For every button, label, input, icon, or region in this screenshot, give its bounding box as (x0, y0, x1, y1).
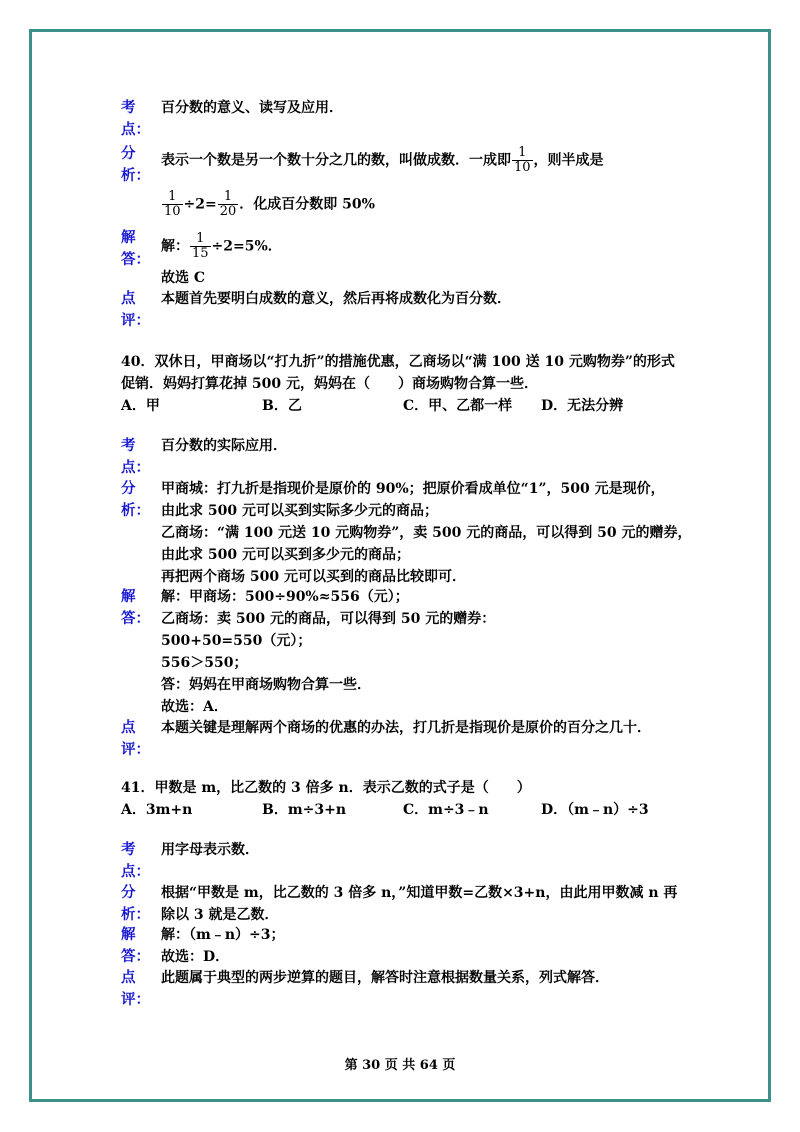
label-dian2: 点 (121, 969, 136, 986)
b2-fenxi-line: 再把两个商场 500 元可以买到的商品比较即可． (161, 569, 466, 585)
b2-fenxi-line: 乙商场：“满 100 元送 10 元购物券”，卖 500 元的商品，可以得到 50 元的赠券， (161, 525, 692, 541)
q41-option-c: C．m÷3﹣n (403, 802, 489, 818)
b3-fenxi-line: 根据“甲数是 m，比乙数的 3 倍多 n，”知道甲数=乙数×3+n，由此用甲数减 n 再 (161, 885, 678, 901)
q40-line1: 40．双休日，甲商场以“打九折”的措施优惠，乙商场以“满 100 送 10 元购物券”的形式 (121, 354, 675, 370)
b1-jieda-rest: ÷2=5%． (211, 238, 282, 255)
b2-fenxi-line: 由此求 500 元可以买到多少元的商品； (161, 547, 410, 563)
b1-jieda-prefix: 解： (161, 238, 189, 255)
b2-jieda-line: 解：甲商场：500÷90%≈556（元）； (161, 589, 409, 605)
b2-jieda-line: 答：妈妈在甲商场购物合算一些． (161, 677, 371, 693)
b3-kaodian: 用字母表示数． (161, 842, 259, 858)
b2-fenxi-line: 甲商城：打九折是指现价是原价的 90%；把原价看成单位“1”，500 元是现价， (161, 481, 665, 497)
label-kao: 考 (121, 99, 136, 116)
b1-dianping: 本题首先要明白成数的意义，然后再将成数化为百分数． (161, 291, 511, 307)
q40-option-a: A．甲 (121, 398, 160, 414)
b1-jieda-line2: 故选 C (161, 270, 206, 286)
fraction-1-15: $\frac{1}{15}$ (192, 231, 209, 261)
b3-dianping: 此题属于典型的两步逆算的题目，解答时注意根据数量关系，列式解答． (161, 970, 609, 986)
label-ping: 评： (121, 991, 150, 1008)
q40-line2: 促销．妈妈打算花掉 500 元，妈妈在（ ）商场购物合算一些． (121, 376, 538, 392)
q41-line1: 41．甲数是 m，比乙数的 3 倍多 n．表示乙数的式子是（ ） (121, 780, 531, 796)
b2-jieda-line: 故选：A． (161, 699, 228, 715)
b3-jieda-line: 解：（m﹣n）÷3； (161, 927, 285, 943)
b1-jieda-line1 (161, 232, 282, 261)
label-jie: 解 (121, 926, 136, 943)
b2-jieda-line: 556＞550； (161, 655, 248, 671)
label-jie: 解 (121, 229, 136, 246)
b3-jieda-line: 故选：D． (161, 949, 230, 965)
b1-div2: ÷2= (183, 196, 217, 213)
q41-option-b: B．m÷3+n (262, 802, 347, 818)
b2-jieda-line: 500+50=550（元）； (161, 633, 312, 649)
q41-option-a: A．3m+n (121, 802, 193, 818)
page-footer: 第 30 页 共 64 页 (344, 1058, 456, 1073)
fraction-1-20: $\frac{1}{20}$ (219, 189, 237, 219)
label-dian2: 点 (121, 719, 136, 736)
label-jie: 解 (121, 588, 136, 605)
label-fen: 分 (121, 480, 136, 497)
b3-fenxi-line: 除以 3 就是乙数． (161, 907, 279, 923)
label-da: 答： (121, 948, 150, 965)
b1-fenxi-line2 (161, 190, 375, 219)
label-da: 答： (121, 610, 150, 627)
label-dian2: 点 (121, 290, 136, 307)
label-dian: 点： (121, 863, 150, 880)
label-ping: 评： (121, 312, 150, 329)
b2-fenxi-line: 由此求 500 元可以买到实际多少元的商品； (161, 503, 438, 519)
label-fen: 分 (121, 884, 136, 901)
label-xi: 析： (121, 906, 150, 923)
fraction-1-10: $\frac{1}{10}$ (514, 145, 531, 175)
b1-fenxi-text: 表示一个数是另一个数十分之几的数，叫做成数．一成即 (161, 152, 511, 169)
label-ping: 评： (121, 741, 150, 758)
b2-dianping: 本题关键是理解两个商场的优惠的办法，打几折是指现价是原价的百分之几十． (161, 720, 651, 736)
label-kao: 考 (121, 437, 136, 454)
q40-option-d: D．无法分辨 (541, 398, 624, 414)
q41-option-d: D．（m﹣n）÷3 (541, 802, 649, 818)
label-kao: 考 (121, 841, 136, 858)
b1-fenxi-line1 (161, 146, 604, 175)
label-dian: 点： (121, 459, 150, 476)
b1-fenxi-end: ，则半成是 (533, 152, 604, 169)
b1-fenxi-line2-end: ．化成百分数即 50% (239, 196, 375, 213)
label-xi: 析： (121, 167, 150, 184)
b2-kaodian: 百分数的实际应用． (161, 438, 287, 454)
q40-option-c: C．甲、乙都一样 (403, 398, 513, 414)
label-dian: 点： (121, 121, 150, 138)
label-da: 答： (121, 251, 150, 268)
label-fen: 分 (121, 145, 136, 162)
b1-kaodian: 百分数的意义、读写及应用． (161, 100, 343, 116)
label-xi: 析： (121, 502, 150, 519)
q40-option-b: B．乙 (262, 398, 302, 414)
b2-jieda-line: 乙商场：卖 500 元的商品，可以得到 50 元的赠券： (161, 611, 496, 627)
fraction-1-10-b: $\frac{1}{10}$ (164, 189, 181, 219)
